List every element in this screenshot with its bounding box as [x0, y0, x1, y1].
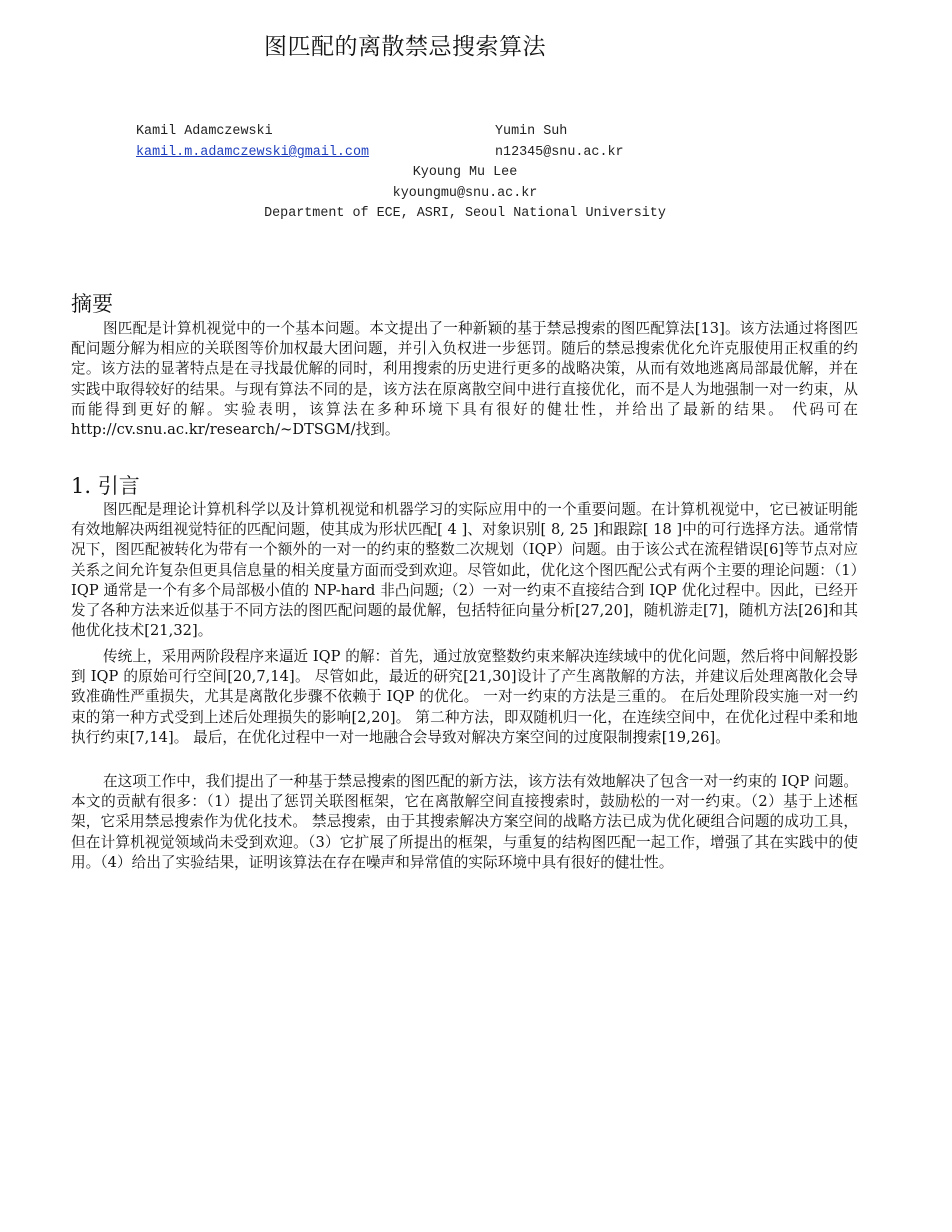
author-name: Kyoung Mu Lee [412, 165, 518, 180]
author-email: n12345@snu.ac.kr [495, 145, 624, 160]
introduction-paragraph: 图匹配是理论计算机科学以及计算机视觉和机器学习的实际应用中的一个重要问题。在计算机视觉中，它已被证明能有效地解决两组视觉特征的匹配问题，使其成为形状匹配[ 4 ]、对象识别[ 8, 25 ]和跟踪[ 18 ]中的可行选择方法。通常情况下，图匹配被转化为带有一个额外的一对一的约束的整数二次规划（IQP）问题。由于该公式在流程错误[6]等节点对应关系之间允许复杂但更具信息量的相关度量方面而受到欢迎。尽管如此，优化这个图匹配公式有两个主要的理论问题：（1）IQP 通常是一个有多个局部极小值的 NP-hard 非凸问题;（2）一对一约束不直接结合到 IQP 优化过程中。因此，已经开发了各种方法来近似基于不同方法的图匹配问题的最优解，包括特征向量分析[27,20]，随机游走[7]，随机方法[26]和其他优化技术[21,32]。 [71, 501, 858, 640]
author-email: kyoungmu@snu.ac.kr [392, 186, 538, 201]
abstract-text: 图匹配是计算机视觉中的一个基本问题。本文提出了一种新颖的基于禁忌搜索的图匹配算法[13]。该方法通过将图匹配问题分解为相应的关联图等价加权最大团问题，并引入负权进一步惩罚。随后的禁忌搜索优化允许克服使用正权重的约定。该方法的显著特点是在寻找最优解的同时，利用搜索的历史进行更多的战略决策，从而有效地逃离局部最优解，并在实践中取得较好的结果。与现有算法不同的是，该方法在原离散空间中进行直接优化，而不是人为地强制一对一约束，从而能得到更好的解。实验表明，该算法在多种环境下具有很好的健壮性，并给出了最新的结果。 代码可在 http://cv.snu.ac.kr/research/~DTSGM/找到。 [71, 320, 858, 439]
introduction-paragraph: 传统上，采用两阶段程序来逼近 IQP 的解：首先，通过放宽整数约束来解决连续域中的优化问题，然后将中间解投影到 IQP 的原始可行空间[20,7,14]。 尽管如此，最近的研究[21,30]设计了产生离散解的方法，并建议后处理离散化会导致准确性严重损失，尤其是离散化步骤不依赖于 IQP 的优化。 一对一约束的方法是三重的。 在后处理阶段实施一对一约束的第一种方式受到上述后处理损失的影响[2,20]。 第二种方法，即双随机归一化，在连续空间中，在优化过程中柔和地执行约束[7,14]。 最后，在优化过程中一对一地融合会导致对解决方案空间的过度限制搜索[19,26]。 [71, 648, 858, 746]
affiliation: Department of ECE, ASRI, Seoul National University [264, 206, 666, 221]
author-name: Yumin Suh [495, 124, 568, 139]
paper-title: 图匹配的离散禁忌搜索算法 [264, 34, 546, 60]
abstract-heading: 摘要 [71, 292, 113, 316]
author-name: Kamil Adamczewski [136, 124, 273, 139]
introduction-paragraph: 在这项工作中，我们提出了一种基于禁忌搜索的图匹配的新方法，该方法有效地解决了包含一对一约束的 IQP 问题。本文的贡献有很多：（1）提出了惩罚关联图框架，它在离散解空间直接搜索时，鼓励松的一对一约束。（2）基于上述框架，它采用禁忌搜索作为优化技术。 禁忌搜索，由于其搜索解决方案空间的战略方法已成为优化硬组合问题的成功工具，但在计算机视觉领域尚未受到欢迎。（3）它扩展了所提出的框架，与重复的结构图匹配一起工作，增强了其在实践中的使用。（4）给出了实验结果，证明该算法在存在噪声和异常值的实际环境中具有很好的健壮性。 [71, 773, 858, 871]
author-email-link[interactable]: kamil.m.adamczewski@gmail.com [136, 145, 370, 160]
introduction-heading: 1. 引言 [71, 474, 140, 498]
